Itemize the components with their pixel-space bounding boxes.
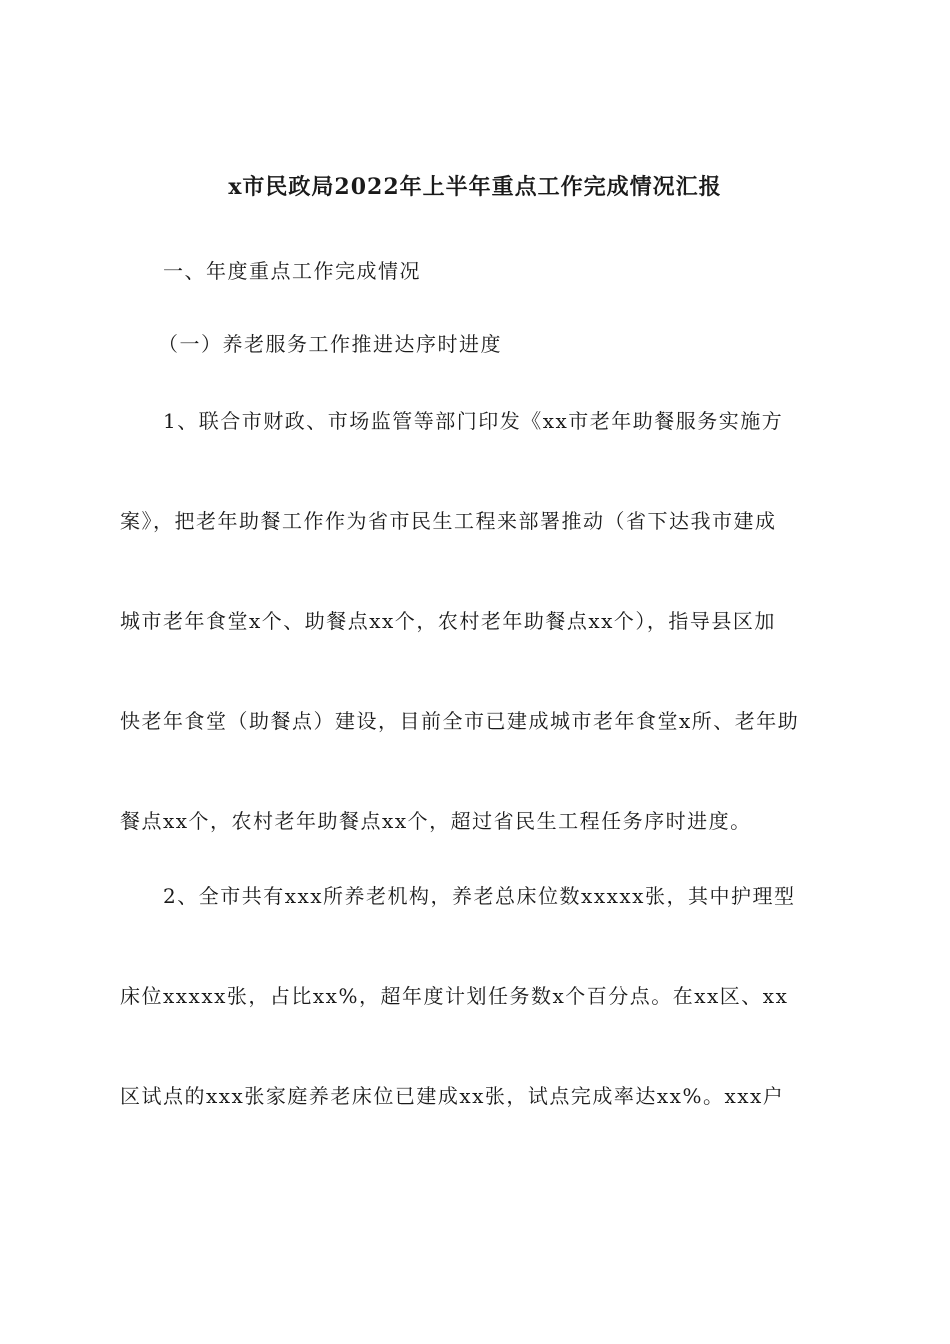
subsection-heading: （一）养老服务工作推进达序时进度 bbox=[158, 332, 502, 356]
paragraph-1-line-5: 餐点xx个，农村老年助餐点xx个，超过省民生工程任务序时进度。 bbox=[120, 809, 752, 833]
paragraph-1-line-3: 城市老年食堂x个、助餐点xx个，农村老年助餐点xx个），指导县区加 bbox=[120, 609, 776, 633]
paragraph-1-line-1: 1、联合市财政、市场监管等部门印发《xx市老年助餐服务实施方 bbox=[163, 409, 784, 433]
paragraph-2-line-2: 床位xxxxx张，占比xx%，超年度计划任务数x个百分点。在xx区、xx bbox=[120, 984, 789, 1008]
paragraph-1-line-2: 案》，把老年助餐工作作为省市民生工程来部署推动（省下达我市建成 bbox=[120, 509, 777, 533]
section-heading: 一、年度重点工作完成情况 bbox=[163, 259, 421, 283]
document-title: x市民政局2022年上半年重点工作完成情况汇报 bbox=[228, 174, 722, 200]
paragraph-2-line-3: 区试点的xxx张家庭养老床位已建成xx张，试点完成率达xx%。xxx户 bbox=[120, 1084, 785, 1108]
paragraph-1-line-4: 快老年食堂（助餐点）建设，目前全市已建成城市老年食堂x所、老年助 bbox=[120, 709, 800, 733]
paragraph-2-line-1: 2、全市共有xxx所养老机构，养老总床位数xxxxx张，其中护理型 bbox=[163, 884, 796, 908]
